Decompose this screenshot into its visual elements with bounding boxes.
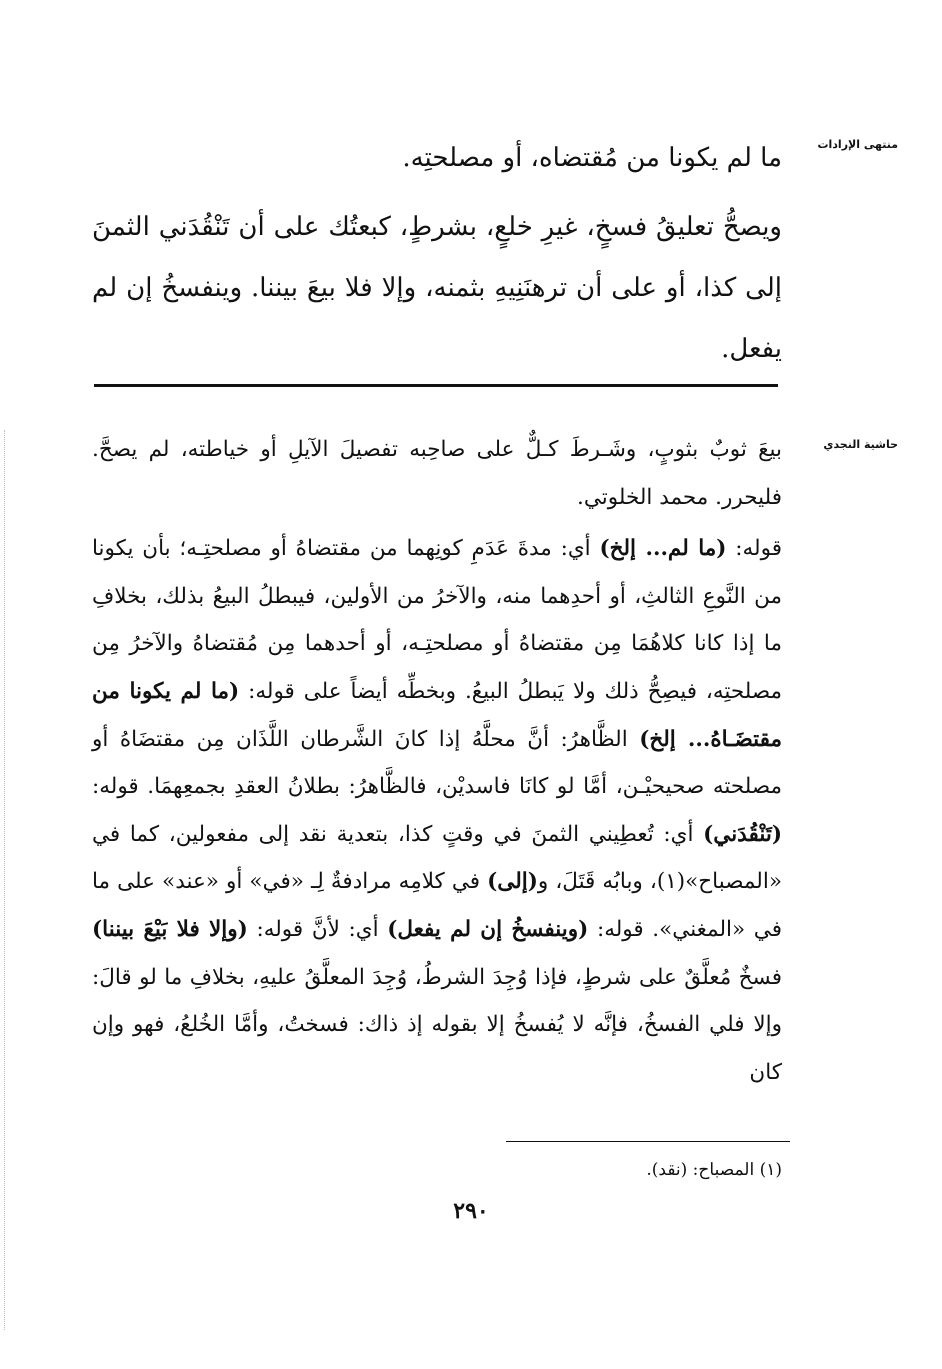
quoted-matn-phrase: (وإلا فلا بَيْعَ بيننا) bbox=[92, 916, 248, 942]
hashiya-text-run: في كلامِه مرادفةٌ لِـ «في» أو «عند» على ما في «المغني». قوله: bbox=[92, 869, 782, 942]
hashiya-margin-label: حاشية النجدي bbox=[823, 438, 898, 451]
footnote: (١) المصباح: (نقد). bbox=[646, 1160, 782, 1180]
hashiya-text-run: أي: لأنَّ قوله: bbox=[247, 916, 388, 942]
quoted-matn-phrase: (ما لم يكونا من مقتضَـاهُ... إلخ) bbox=[92, 678, 783, 752]
matn-section bbox=[92, 128, 782, 380]
matn-paragraph-2: ويصحُّ تعليقُ فسخٍ، غيرِ خلعٍ، بشرطٍ، كبعتُك على أن تَنْقُدَني الثمنَ إلى كذا، أو على أن ترهنَنِيهِ بثمنه، وإلا فلا بيعَ بيننا. وينفسخُ إن لم يفعل. bbox=[92, 212, 782, 364]
hashiya-paragraph-1: بيعَ ثوبٌ بثوبٍ، وشَـرطَ كـلٌّ على صاحِبه تفصيلَ الآيلِ أو خياطته، لم يصحَّ. فليحرر. محمد الخلوتي. bbox=[92, 437, 782, 510]
quoted-matn-phrase: (تَنْقُدَني) bbox=[703, 821, 782, 847]
footnote-divider bbox=[506, 1141, 790, 1142]
hashiya-text-run: الظَّاهرُ: أنَّ محلَّهُ إذا كانَ الشَّرطان اللَّذَان مِن مقتضَاهُ أو مصلحته صحيحيْـن، أمَّا لو كانَا فاسديْن، فالظَّاهرُ: بطلانُ العقدِ بجمعِهمَا. قوله: bbox=[92, 726, 782, 800]
hashiya-text-run: قوله: bbox=[726, 536, 782, 562]
binding-edge-marks bbox=[4, 430, 9, 1330]
matn-paragraph-1: ما لم يكونا من مُقتضاه، أو مصلحتِه. bbox=[402, 143, 782, 173]
section-divider bbox=[94, 384, 778, 387]
hashiya-paragraph-2 bbox=[92, 525, 782, 1096]
hashiya-text-run: أي: مدةَ عَدَمِ كونِهما من مقتضاهُ أو مصلحتِـه؛ بأن يكونا من النَّوعِ الثالثِ، أو أحدِهما منه، والآخرُ من الأولين، فيبطلُ البيعُ بذلك، بخلافِ ما إذا كانا كلاهُمَا مِن مقتضاهُ أو مصلحتِـه، أو أحدهما مِن مُقتضاهُ والآخرُ مِن مصلحتِه، فيصِحُّ ذلك ولا يَبطلُ البيعُ. وبخطِّه أيضاً على قوله: bbox=[92, 536, 782, 704]
page-number: ٢٩٠ bbox=[453, 1198, 489, 1224]
matn-margin-label: منتهى الإرادات bbox=[817, 138, 898, 151]
quoted-matn-phrase: (إلى) bbox=[487, 869, 538, 895]
hashiya-text-run: أي: تُعطِيني الثمنَ في وقتٍ كذا، بتعدية نقد إلى مفعولين، كما في «المصباح»(١)، وبابُه قَتَلَ، و bbox=[92, 821, 782, 895]
quoted-matn-phrase: (ما لم... إلخ) bbox=[599, 536, 727, 562]
hashiya-text-run: فسخٌ مُعلَّقٌ على شرطٍ، فإذا وُجِدَ الشرطُ، وُجِدَ المعلَّقُ عليهِ، بخلافِ ما لو قالَ: وإلا فلي الفسخُ، فإنَّه لا يُفسخُ إلا بقوله إذ ذاك: فسختُ، وأمَّا الخُلعُ، فهو وإن كان bbox=[92, 964, 782, 1085]
quoted-matn-phrase: (وينفسخُ إن لم يفعل) bbox=[387, 916, 589, 942]
hashiya-section bbox=[92, 426, 782, 1096]
